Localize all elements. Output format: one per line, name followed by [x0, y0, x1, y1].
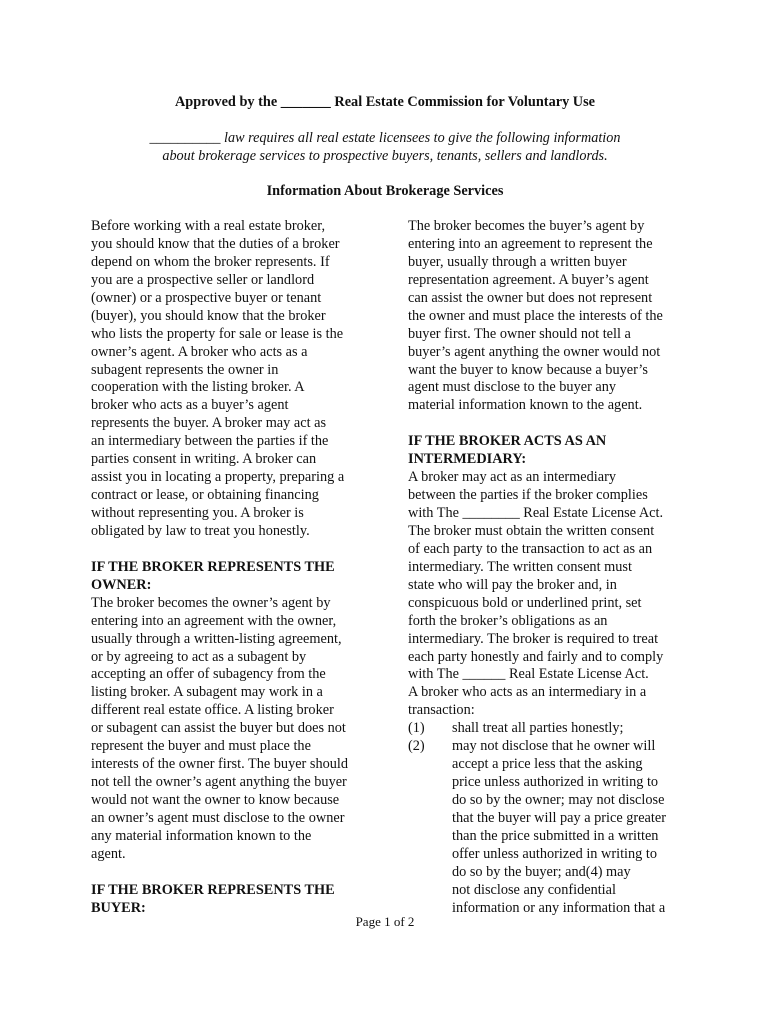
text-line: The broker becomes the buyer’s agent by [408, 218, 645, 234]
text-line: different real estate office. A listing broker [91, 702, 334, 719]
list-item [408, 720, 698, 738]
text-line: price unless authorized in writing to [452, 774, 659, 791]
text-line: buyer’s agent anything the owner would not [408, 343, 661, 360]
list-item [408, 738, 698, 756]
text-line: want the buyer to know because a buyer’s [408, 361, 648, 378]
text-line: interests of the owner first. The buyer should [91, 756, 349, 773]
text-line: material information known to the agent. [408, 397, 643, 414]
text-line: state who will pay the broker and, in [408, 576, 617, 593]
text-line: subagent represents the owner in [91, 361, 279, 378]
text-line: The broker becomes the owner’s agent by [91, 594, 331, 611]
text-line: information or any information that a [452, 899, 666, 916]
text-line: offer unless authorized in writing to [452, 845, 658, 862]
text-line: transaction: [408, 702, 475, 719]
text-line: you should know that the duties of a broker [91, 235, 340, 252]
left-column [91, 218, 381, 918]
text-line: an intermediary between the parties if the [91, 433, 329, 450]
text-line: accepting an offer of subagency from the [91, 666, 326, 683]
text-line: parties consent in writing. A broker can [91, 451, 317, 468]
section-title: Information About Brokerage Services [266, 183, 504, 199]
text-line: buyer first. The owner should not tell a [408, 325, 631, 342]
intro-statement [0, 129, 770, 165]
text-line: or by agreeing to act as a subagent by [91, 648, 307, 665]
text-line: entering into an agreement with the owner, [91, 612, 337, 629]
section-heading: IF THE BROKER REPRESENTS THE [91, 558, 335, 575]
text-line: assist you in locating a property, preparing a [91, 469, 345, 486]
text-line: of each party to the transaction to act as an [408, 540, 653, 557]
text-line: the owner and must place the interests of the [408, 307, 663, 324]
text-line: with The ________ Real Estate License Act. [408, 505, 664, 521]
text-line: accept a price less that the asking [452, 756, 643, 773]
text-line: who lists the property for sale or lease is the [91, 325, 344, 342]
list-item-number: (1) [408, 720, 425, 737]
text-line: The broker must obtain the written consent [408, 522, 655, 539]
section-heading: IF THE BROKER REPRESENTS THE [91, 881, 335, 898]
list-item-text: may not disclose that he owner will [452, 738, 656, 755]
text-line: conspicuous bold or underlined print, set [408, 594, 642, 611]
text-line: without representing you. A broker is [91, 505, 304, 521]
text-line: represents the buyer. A broker may act as [91, 415, 327, 432]
intro-paragraph [91, 218, 381, 541]
text-line: (buyer), you should know that the broker [91, 307, 326, 324]
text-line: obligated by law to treat you honestly. [91, 522, 310, 539]
text-line: listing broker. A subagent may work in a [91, 684, 323, 701]
text-line: A broker who acts as an intermediary in a [408, 684, 647, 701]
text-line: with The ______ Real Estate License Act. [408, 666, 649, 683]
text-line: owner’s agent. A broker who acts as a [91, 343, 308, 360]
text-line: would not want the owner to know because [91, 792, 340, 808]
text-line: do so by the owner; may not disclose [452, 792, 665, 808]
right-column [408, 218, 698, 918]
buyer-paragraph [408, 218, 698, 415]
text-line: that the buyer will pay a price greater [452, 809, 666, 826]
text-line: buyer, usually through a written buyer [408, 253, 627, 270]
text-line: do so by the buyer; and(4) may [452, 863, 631, 880]
text-line: between the parties if the broker complies [408, 487, 648, 504]
text-line: not disclose any confidential [452, 881, 616, 898]
section-heading: BUYER: [91, 899, 146, 916]
text-line: A broker may act as an intermediary [408, 469, 617, 486]
page-number: Page 1 of 2 [355, 914, 415, 929]
text-line: or subagent can assist the buyer but does not [91, 720, 346, 737]
text-line: each party honestly and fairly and to comply [408, 648, 664, 665]
text-line: contract or lease, or obtaining financing [91, 487, 319, 504]
text-line: broker who acts as a buyer’s agent [91, 397, 289, 414]
text-line: representation agreement. A buyer’s agent [408, 271, 649, 288]
text-line: represent the buyer and must place the [91, 738, 311, 755]
text-line: agent must disclose to the buyer any [408, 379, 617, 396]
text-line: than the price submitted in a written [452, 827, 659, 844]
text-line: usually through a written-listing agreement, [91, 630, 342, 647]
text-line: agent. [91, 845, 126, 862]
intro-line: about brokerage services to prospective buyers, tenants, sellers and landlords. [162, 148, 608, 164]
text-line: entering into an agreement to represent the [408, 235, 653, 252]
text-line: forth the broker’s obligations as an [408, 612, 608, 629]
text-line: can assist the owner but does not represent [408, 289, 653, 306]
text-line: (owner) or a prospective buyer or tenant [91, 289, 322, 306]
document-title: Approved by the _______ Real Estate Commission for Voluntary Use [174, 94, 596, 110]
section-heading: IF THE BROKER ACTS AS AN [408, 433, 607, 450]
text-line: any material information known to the [91, 827, 312, 844]
text-line: depend on whom the broker represents. If [91, 253, 330, 270]
intermediary-paragraph [408, 469, 698, 720]
text-line: not tell the owner’s agent anything the buyer [91, 774, 347, 791]
text-line: intermediary. The written consent must [408, 558, 632, 575]
list-item-text: shall treat all parties honestly; [452, 720, 624, 737]
intro-line: __________ law requires all real estate licensees to give the following information [149, 130, 621, 146]
text-line: Before working with a real estate broker, [91, 218, 326, 234]
text-line: intermediary. The broker is required to treat [408, 630, 659, 647]
list-item-continuation [408, 756, 698, 917]
section-heading: OWNER: [91, 576, 152, 593]
text-line: cooperation with the listing broker. A [91, 379, 305, 396]
text-line: you are a prospective seller or landlord [91, 271, 315, 288]
section-heading: INTERMEDIARY: [408, 451, 527, 468]
owner-paragraph [91, 595, 381, 864]
text-line: an owner’s agent must disclose to the owner [91, 809, 345, 826]
list-item-number: (2) [408, 738, 425, 755]
